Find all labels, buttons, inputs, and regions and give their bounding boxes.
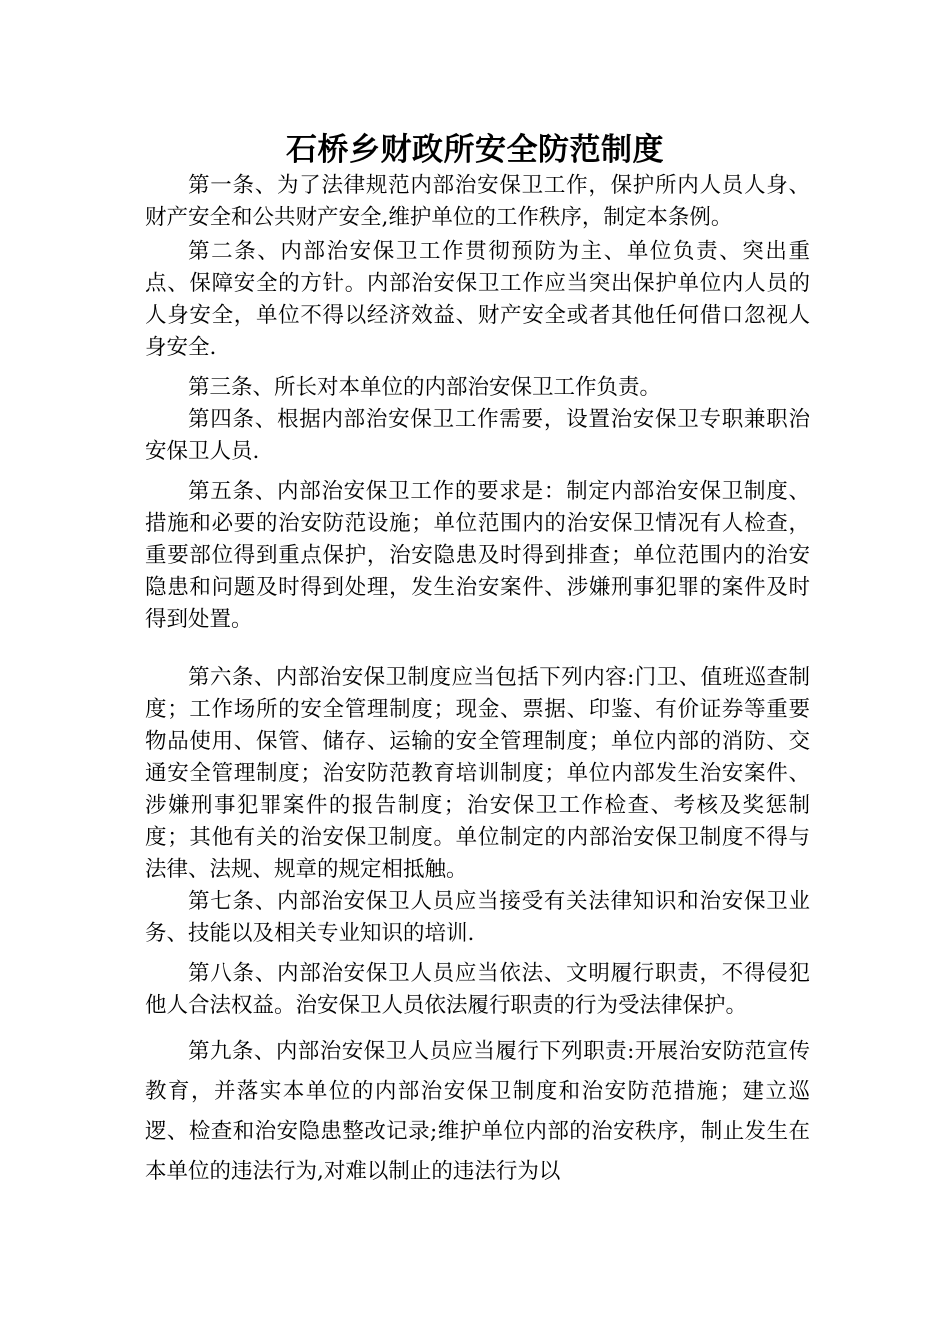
article-9: 第九条、内部治安保卫人员应当履行下列职责:开展治安防范宣传教育，并落实本单位的内部治安保卫制度和治安防范措施；建立巡逻、检查和治安隐患整改记录;维护单位内部的治安秩序，制止发生在本单位的违法行为,对难以制止的违法行为以 xyxy=(145,1039,810,1184)
article-1: 第一条、为了法律规范内部治安保卫工作，保护所内人员人身、财产安全和公共财产安全,维护单位的工作秩序，制定本条例。 xyxy=(145,173,810,230)
article-3: 第三条、所长对本单位的内部治安保卫工作负责。 xyxy=(188,375,662,400)
document-body xyxy=(145,170,810,1192)
article-4: 第四条、根据内部治安保卫工作需要，设置治安保卫专职兼职治安保卫人员. xyxy=(145,407,810,464)
article-6: 第六条、内部治安保卫制度应当包括下列内容:门卫、值班巡查制度；工作场所的安全管理制度；现金、票据、印鉴、有价证券等重要物品使用、保管、储存、运输的安全管理制度；单位内部的消防、交通安全管理制度；治安防范教育培训制度；单位内部发生治安案件、涉嫌刑事犯罪案件的报告制度；治安保卫工作检查、考核及奖惩制度；其他有关的治安保卫制度。单位制定的内部治安保卫制度不得与法律、法规、规章的规定相抵触。 xyxy=(145,665,810,882)
article-5: 第五条、内部治安保卫工作的要求是：制定内部治安保卫制度、措施和必要的治安防范设施；单位范围内的治安保卫情况有人检查，重要部位得到重点保护，治安隐患及时得到排查；单位范围内的治安隐患和问题及时得到处理，发生治安案件、涉嫌刑事犯罪的案件及时得到处置。 xyxy=(145,479,810,632)
article-2: 第二条、内部治安保卫工作贯彻预防为主、单位负责、突出重点、保障安全的方针。内部治安保卫工作应当突出保护单位内人员的人身安全，单位不得以经济效益、财产安全或者其他任何借口忽视人身安全. xyxy=(145,239,810,360)
article-8: 第八条、内部治安保卫人员应当依法、文明履行职责，不得侵犯他人合法权益。治安保卫人员依法履行职责的行为受法律保护。 xyxy=(145,961,810,1018)
document-title: 石桥乡财政所安全防范制度 xyxy=(286,132,664,168)
article-7: 第七条、内部治安保卫人员应当接受有关法律知识和治安保卫业务、技能以及相关专业知识的培训. xyxy=(145,889,810,946)
